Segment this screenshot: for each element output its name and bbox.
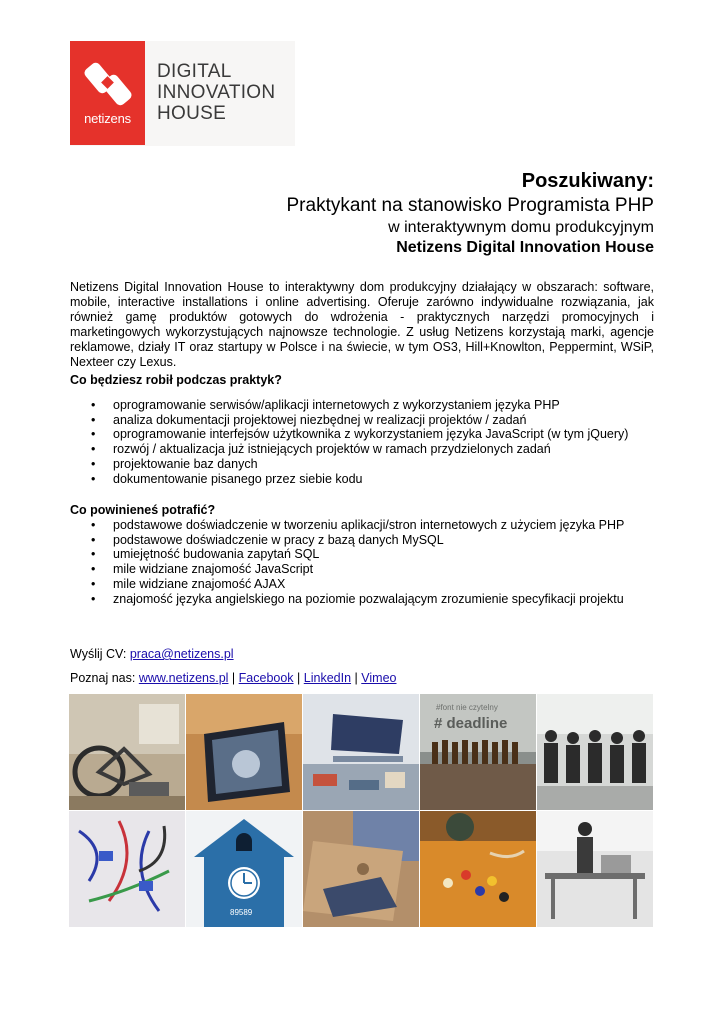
photo-grid [69,694,654,928]
linkedin-link[interactable]: LinkedIn [303,671,352,685]
list-item: • dokumentowanie pisanego przez siebie kodu [91,471,363,486]
logo-title-line: HOUSE [157,103,227,124]
bullet-icon: • [91,427,96,442]
photo-cables [69,811,185,927]
tasks-title: Co będziesz robił podczas praktyk? [70,373,282,387]
bullet-icon: • [91,442,96,457]
heading-company: Netizens Digital Innovation House [396,239,654,256]
logo-title-line: INNOVATION [157,82,276,103]
photo-cuckoo-clock [186,811,302,927]
netizens-mark-icon [84,59,132,109]
email-link[interactable]: praca@netizens.pl [129,647,234,661]
links-label: Poznaj nas: [70,671,136,685]
logo-title [157,61,275,124]
list-item: • projektowanie baz danych [91,456,258,471]
link-separator: | [354,671,358,685]
photo-bike-trainer [69,694,185,810]
list-item: • umiejętność budowania zapytań SQL [91,547,320,562]
list-item: • znajomość języka angielskiego na poziomie pozwalającym zrozumienie specyfikacji projektu [91,591,624,606]
list-item: • oprogramowanie interfejsów użytkownika z wykorzystaniem języka JavaScript (w tym jQuery) [91,427,629,442]
photo-deadline-tag: # deadline [434,715,508,732]
list-item: • mile widziane znajomość AJAX [91,576,286,591]
photo-tablet [186,694,302,810]
bullet-icon: • [91,412,96,427]
bullet-icon: • [91,562,96,577]
cv-label: Wyślij CV: [70,647,127,661]
list-item: • podstawowe doświadczenie w tworzeniu aplikacji/stron internetowych z użyciem języka PHP [91,518,625,532]
photo-clock-number: 89589 [230,908,253,917]
requirements-title: Co powinieneś potrafić? [70,503,216,517]
link-separator: | [297,671,301,685]
list-item: • podstawowe doświadczenie w pracy z bazą danych MySQL [91,532,444,547]
links-line [70,671,396,685]
photo-workspace [537,811,653,927]
list-item: • rozwój / aktualizacja już istniejących projektów w ramach przydzielonych zadań [91,442,551,457]
bullet-icon: • [91,398,96,412]
tasks-list [70,398,670,486]
photo-font-tag: #font nie czytelny [436,703,498,712]
list-item: • analiza dokumentacji projektowej niezbędnej w realizacji projektów / zadań [91,412,527,427]
heading-position: Praktykant na stanowisko Programista PHP [286,195,654,216]
job-heading [287,168,655,258]
bullet-icon: • [91,471,96,486]
heading-place: w interaktywnym domu produkcyjnym [388,219,654,236]
list-item: • oprogramowanie serwisów/aplikacji internetowych z wykorzystaniem języka PHP [91,398,560,412]
photo-team [537,694,653,810]
photo-cardboard-laptop [303,811,419,927]
bullet-icon: • [91,576,96,591]
bullet-icon: • [91,591,96,606]
link-separator: | [231,671,236,685]
website-link[interactable]: www.netizens.pl [138,671,229,685]
photo-desk-monitor [303,694,419,810]
bullet-icon: • [91,456,96,471]
list-item: • mile widziane znajomość JavaScript [91,562,314,577]
bullet-icon: • [91,532,96,547]
requirements-list [70,518,670,606]
intro-paragraph: Netizens Digital Innovation House to interaktywny dom produkcyjny działający w obszarach: software, mobile, interactive installations i online advertising. Oferuje zarówno indywidualne rozwiązania, jak również gamę produktów gotowych do wdrożenia - praktycznych narzędzi promocyjnych i marketingowych wykorzystujących najnowsze technologie. Z usług Netizens korzystają marki, agencje reklamowe, działy IT oraz startupy w Polsce i na świecie, w tym OS3, Hill+Knowlton, Peppermint, WSiP, Nexteer czy Lexus. [70,280,654,369]
photo-deadline-bottles [420,694,536,810]
logo-red-block [70,41,145,145]
bullet-icon: • [91,547,96,562]
heading-label: Poszukiwany: [521,170,654,192]
photo-pool-table [420,811,536,927]
vimeo-link[interactable]: Vimeo [361,671,397,685]
cv-line [70,647,234,661]
company-logo [70,41,295,146]
facebook-link[interactable]: Facebook [238,671,294,685]
logo-title-line: DIGITAL [157,61,232,82]
logo-brand-text: netizens [84,111,131,126]
bullet-icon: • [91,518,96,532]
